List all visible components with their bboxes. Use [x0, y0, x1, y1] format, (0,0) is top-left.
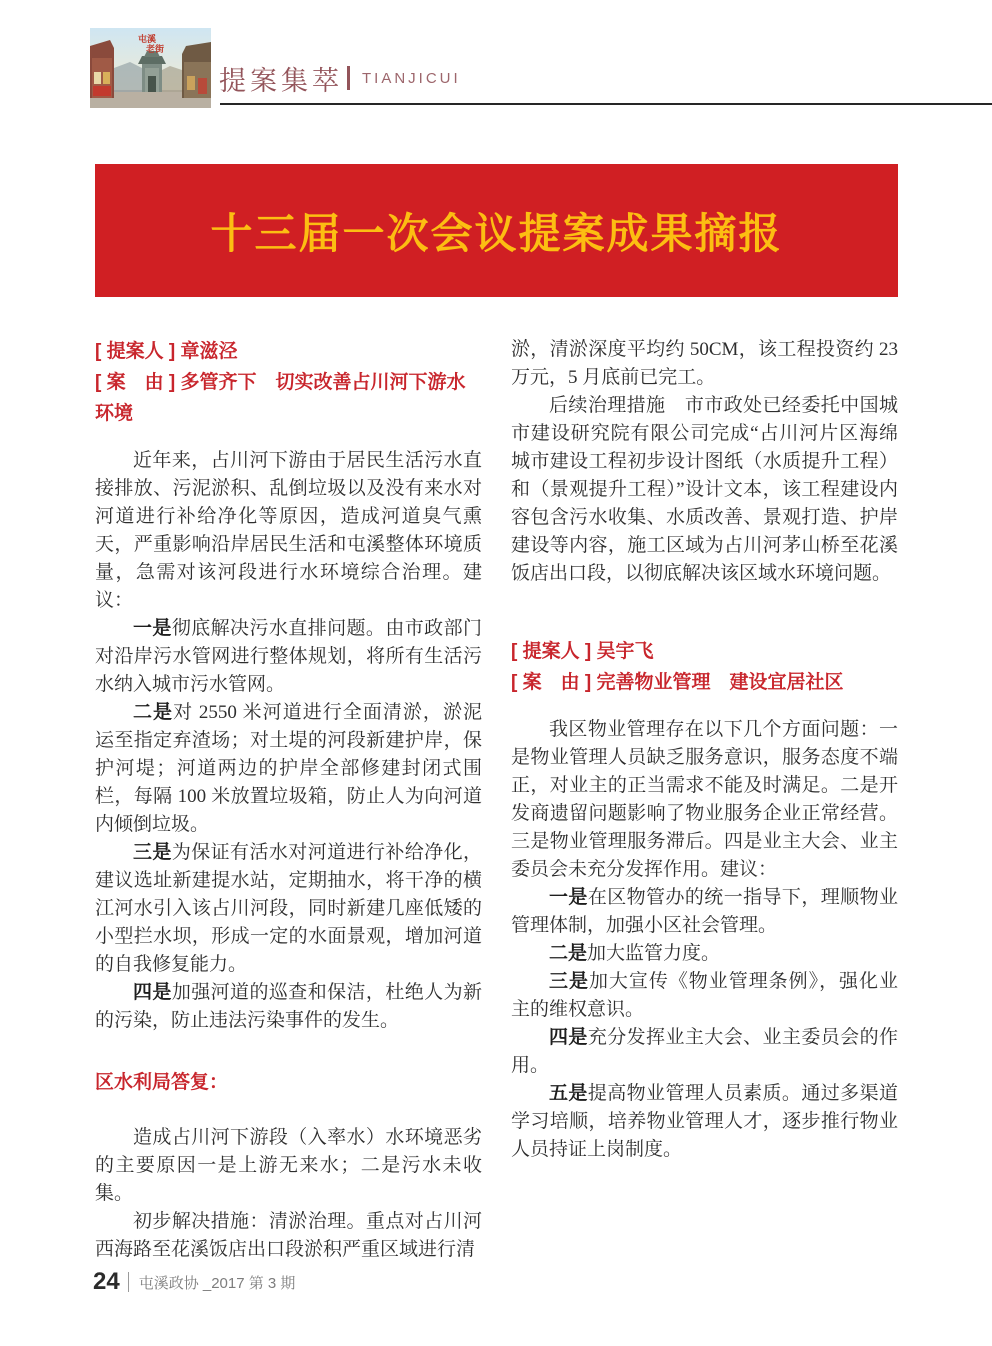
- paragraph-lead: 四是: [133, 982, 172, 1003]
- masthead-divider: [347, 66, 350, 90]
- masthead-rule: [220, 103, 992, 105]
- paragraph-lead: 三是: [133, 842, 172, 863]
- paragraph: 四是充分发挥业主大会、业主委员会的作用。: [511, 1027, 898, 1076]
- article-title: 十三届一次会议提案成果摘报: [210, 209, 783, 257]
- page-footer: [93, 1268, 295, 1296]
- article-banner: [95, 164, 898, 297]
- photo-caption-line1: 屯溪: [138, 34, 157, 44]
- photo-right-window: [187, 76, 195, 90]
- paragraph: 一是彻底解决污水直排问题。由市政部门对沿岸污水管网进行整体规划，将所有生活污水纳入城市污水管网。: [95, 618, 482, 695]
- paragraph: 淤，清淤深度平均约 50CM，该工程投资约 23 万元，5 月底前已完工。: [511, 339, 898, 388]
- proposal2-body: [511, 716, 898, 1164]
- masthead-subtitle: TIANJICUI: [362, 69, 461, 87]
- proposal1-proposer: [ 提案人 ] 章滋泾: [95, 341, 238, 362]
- paragraph: 一是在区物管办的统一指导下，理顺物业管理体制，加强小区社会管理。: [511, 887, 898, 936]
- photo-rooflines: [114, 62, 142, 92]
- paragraph: 五是提高物业管理人员素质。通过多渠道学习培顺，培养物业管理人才，逐步推行物业人员持证上岗制度。: [511, 1083, 898, 1160]
- column-left: [95, 336, 482, 1264]
- proposal2-subject: [ 案 由 ] 完善物业管理 建设宜居社区: [511, 672, 844, 693]
- photo-archway: [138, 51, 166, 92]
- paragraph: 后续治理措施 市市政处已经委托中国城市建设研究院有限公司完成“占川河片区海绵城市建设工程初步设计图纸（水质提升工程）和（景观提升工程）”设计文本，该工程建设内容包含污水收集、水质改善、景观打造、护岸建设等内容，施工区域为占川河茅山桥至花溪饭店出口段，以彻底解决该区域水环境问题。: [511, 395, 898, 584]
- journal-issue: 屯溪政协 _2017 第 3 期: [138, 1274, 296, 1292]
- proposal2-proposer: [ 提案人 ] 吴宇飞: [511, 641, 654, 662]
- reply-continuation: [511, 336, 898, 588]
- photo-rooflines2: [162, 66, 182, 92]
- photo-caption-line2: 老街: [146, 44, 165, 54]
- paragraph: 近年来，占川河下游由于居民生活污水直接排放、污泥淤积、乱倒垃圾以及没有来水对河道进行补给净化等原因，造成河道臭气熏天，严重影响沿岸居民生活和屯溪整体环境质量，急需对该河段进行水环境综合治理。建议：: [95, 450, 482, 611]
- paragraph: 二是对 2550 米河道进行全面清淤，淤泥运至指定弃渣场；对土堤的河段新建护岸，保护河堤；河道两边的护岸全部修建封闭式围栏，每隔 100 米放置垃圾箱，防止人为向河道内倾倒垃圾。: [95, 702, 482, 835]
- paragraph: 三是为保证有活水对河道进行补给净化，建议选址新建提水站，定期抽水，将干净的横江河水引入该占川河段，同时新建几座低矮的小型拦水坝，形成一定的水面景观，增加河道的自我修复能力。: [95, 842, 482, 975]
- photo-left-window: [94, 72, 101, 84]
- reply-body: [95, 1124, 482, 1264]
- masthead: [219, 60, 461, 96]
- paragraph-lead: 二是: [549, 943, 588, 964]
- proposal1-subject: [ 案 由 ] 多管齐下 切实改善占川河下游水环境: [95, 372, 466, 424]
- paragraph: 二是加大监管力度。: [549, 943, 721, 964]
- street-photo: [90, 28, 211, 108]
- photo-left-storefront: [93, 86, 111, 96]
- paragraph: 四是加强河道的巡查和保洁，杜绝人为新的污染，防止违法污染事件的发生。: [95, 982, 482, 1031]
- photo-left-window2: [103, 72, 110, 84]
- paragraph-lead: 一是: [549, 887, 588, 908]
- photo-right-storefront: [198, 78, 207, 94]
- paragraph-lead: 二是: [133, 702, 174, 723]
- paragraph: 造成占川河下游段（入率水）水环境恶劣的主要原因一是上游无来水；二是污水未收集。: [95, 1127, 482, 1204]
- paragraph-lead: 一是: [133, 618, 172, 639]
- proposal1-head: [95, 336, 482, 429]
- paragraph-lead: 五是: [549, 1083, 588, 1104]
- paragraph-lead: 四是: [549, 1027, 588, 1048]
- footer-divider: [128, 1272, 129, 1292]
- paragraph: 三是加大宣传《物业管理条例》，强化业主的维权意识。: [511, 971, 898, 1020]
- paragraph-lead: 三是: [549, 971, 589, 992]
- proposal2-head: [511, 636, 898, 698]
- column-right: [511, 336, 898, 1164]
- masthead-title: 提案集萃: [219, 65, 343, 96]
- page-number: 24: [93, 1268, 120, 1295]
- proposal1-body: [95, 447, 482, 1035]
- reply-heading: 区水利局答复：: [95, 1072, 229, 1093]
- paragraph: 我区物业管理存在以下几个方面问题：一是物业管理人员缺乏服务意识，服务态度不端正，对业主的正当需求不能及时满足。二是开发商遗留问题影响了物业服务企业正常经营。三是物业管理服务滞后。四是业主大会、业主委员会未充分发挥作用。建议：: [511, 719, 898, 880]
- paragraph: 初步解决措施：清淤治理。重点对占川河西海路至花溪饭店出口段淤积严重区域进行清: [95, 1211, 482, 1260]
